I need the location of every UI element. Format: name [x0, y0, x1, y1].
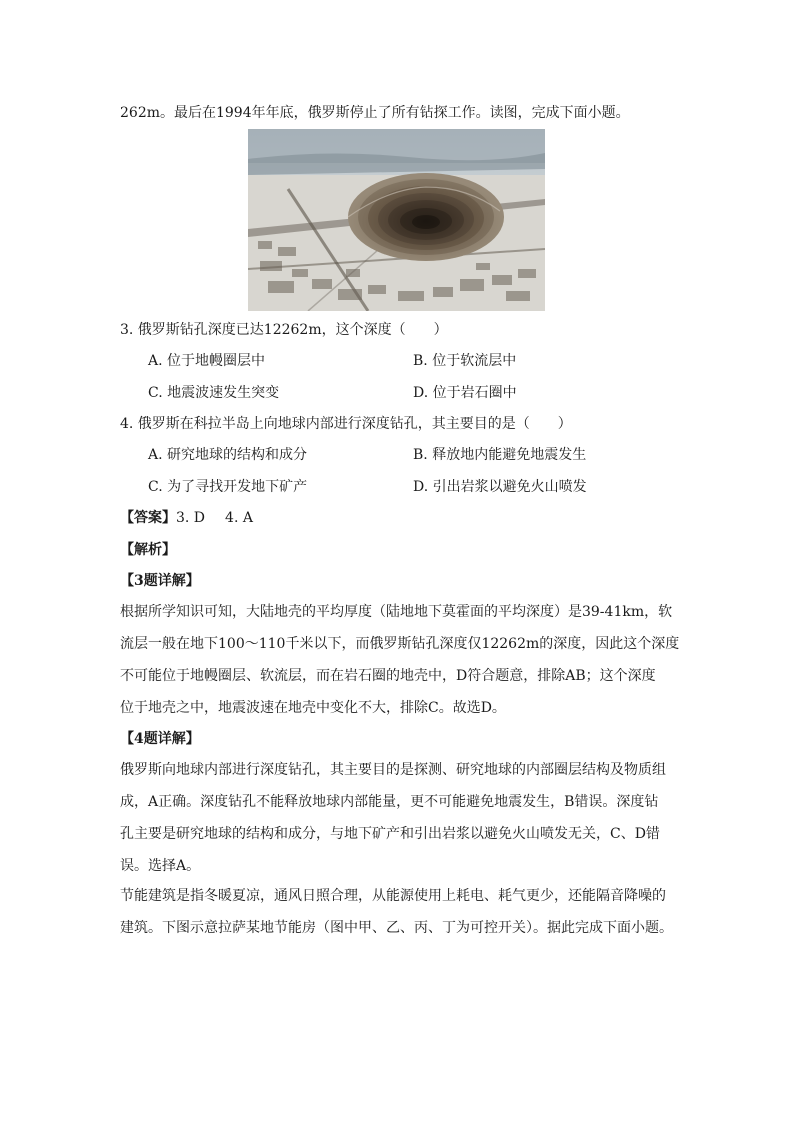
answer-line — [120, 508, 253, 528]
q4-option-a: A. 研究地球的结构和成分 — [148, 447, 308, 463]
q4-option-c: C. 为了寻找开发地下矿产 — [148, 479, 308, 495]
q3-detail-line: 不可能位于地幔圈层、软流层，而在岩石圈的地壳中，D符合题意，排除AB；这个深度 — [120, 668, 656, 684]
q3-detail-line: 位于地壳之中，地震波速在地壳中变化不大，排除C。故选D。 — [120, 700, 506, 716]
next-intro-line: 建筑。下图示意拉萨某地节能房（图中甲、乙、丙、丁为可控开关）。据此完成下面小题。 — [120, 920, 673, 936]
q3-detail-heading: 【3题详解】 — [120, 573, 200, 589]
next-intro-paragraph — [120, 880, 680, 944]
q4-option-d: D. 引出岩浆以避免火山喷发 — [413, 479, 587, 495]
q3-detail-paragraph — [120, 596, 680, 724]
q3-detail-line: 根据所学知识可知，大陆地壳的平均厚度（陆地地下莫霍面的平均深度）是39-41km，软 — [120, 604, 673, 620]
q4-detail-line: 俄罗斯向地球内部进行深度钻孔，其主要目的是探测、研究地球的内部圈层结构及物质组 — [120, 762, 666, 778]
q4-detail-heading: 【4题详解】 — [120, 731, 200, 747]
mine-pit-photo — [248, 129, 545, 311]
q4-detail-line: 孔主要是研究地球的结构和成分，与地下矿产和引出岩浆以避免火山喷发无关，C、D错 — [120, 826, 660, 842]
q4-detail-line: 成，A正确。深度钻孔不能释放地球内部能量，更不可能避免地震发生，B错误。深度钻 — [120, 794, 659, 810]
q4-option-b: B. 释放地内能避免地震发生 — [413, 447, 587, 463]
q3-option-a: A. 位于地幔圈层中 — [148, 353, 266, 369]
q4-detail-line: 误。选择A。 — [120, 858, 201, 874]
q3-detail-line: 流层一般在地下100～110千米以下，而俄罗斯钻孔深度仅12262m的深度，因此这个深度 — [120, 636, 680, 652]
q4-detail-paragraph — [120, 754, 680, 882]
answer-q3: 3. D — [176, 510, 206, 526]
analysis-label: 【解析】 — [120, 542, 176, 558]
q3-option-d: D. 位于岩石圈中 — [413, 385, 517, 401]
q3-option-c: C. 地震波速发生突变 — [148, 385, 280, 401]
question-3-stem: 3. 俄罗斯钻孔深度已达12262m，这个深度（ ） — [120, 322, 448, 338]
answer-label: 【答案】 — [120, 510, 176, 526]
q3-option-b: B. 位于软流层中 — [413, 353, 517, 369]
intro-line: 262m。最后在1994年年底，俄罗斯停止了所有钻探工作。读图，完成下面小题。 — [120, 105, 630, 121]
question-4-stem: 4. 俄罗斯在科拉半岛上向地球内部进行深度钻孔，其主要目的是（ ） — [120, 416, 572, 432]
answer-q4: 4. A — [225, 510, 253, 526]
next-intro-line: 节能建筑是指冬暖夏凉，通风日照合理，从能源使用上耗电、耗气更少，还能隔音降噪的 — [120, 888, 666, 904]
